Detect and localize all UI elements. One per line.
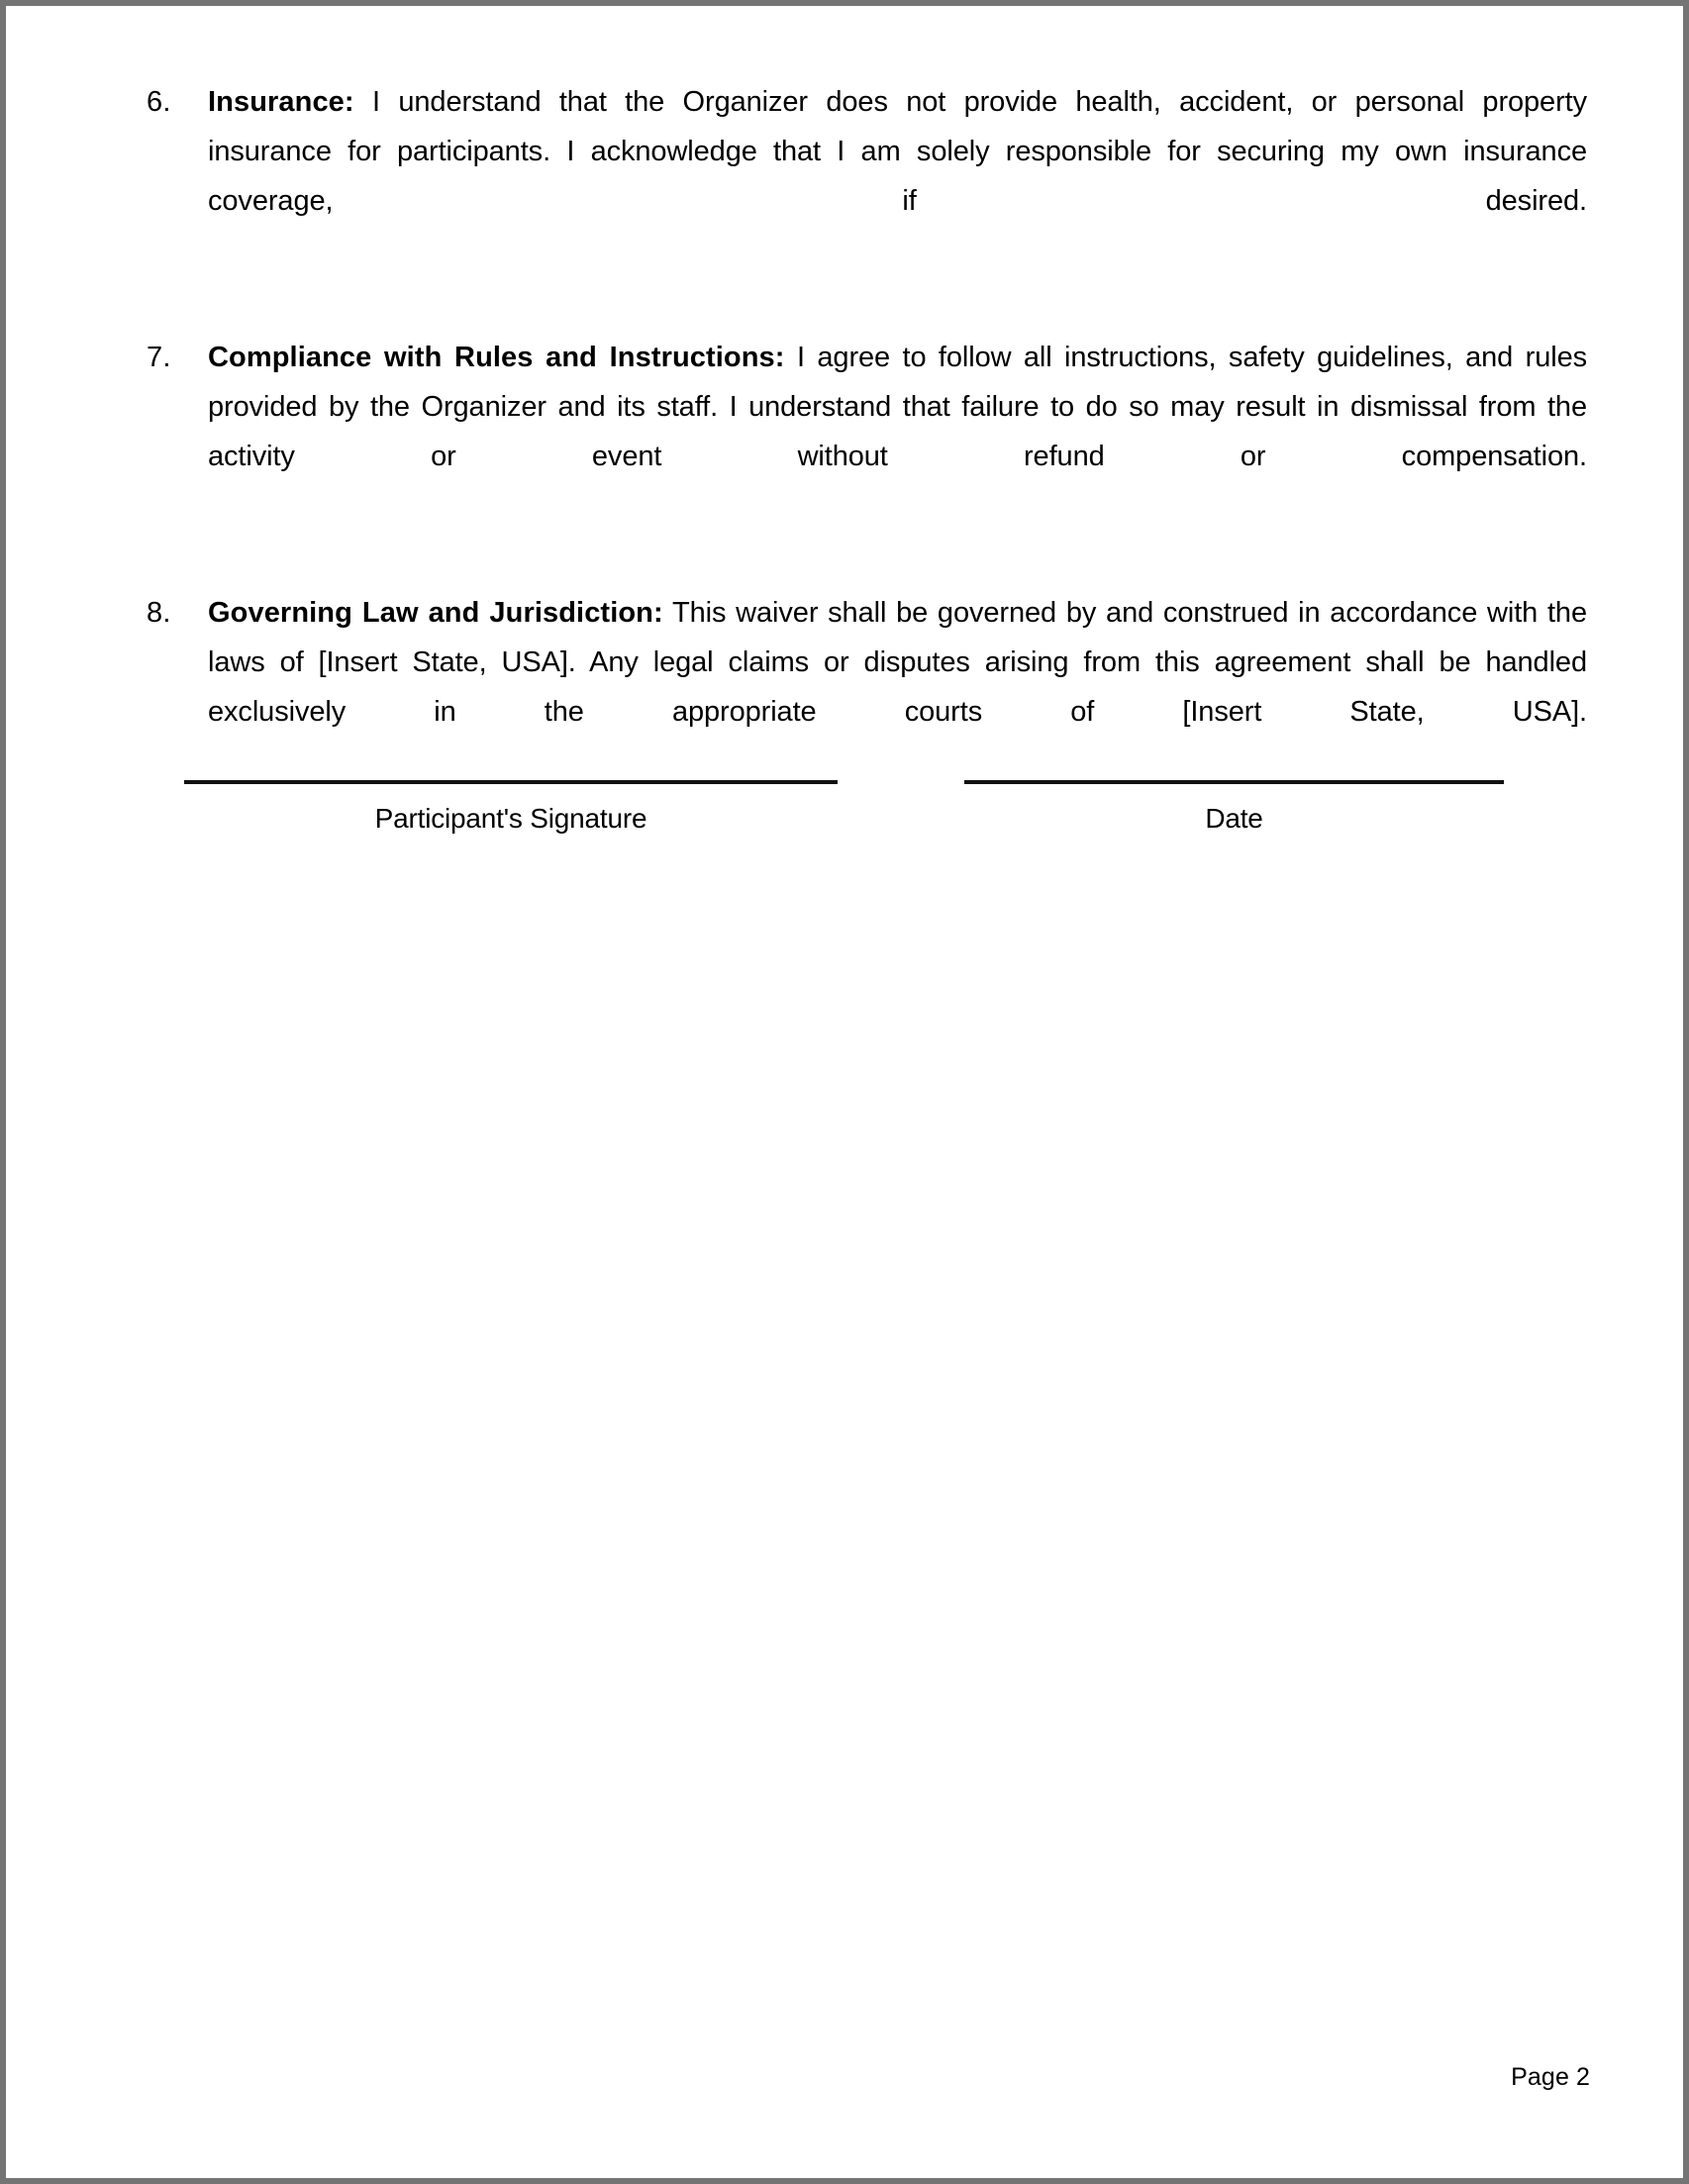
participant-signature-label: Participant's Signature [374, 803, 647, 834]
signature-block [147, 780, 1587, 837]
clause-list [147, 77, 1587, 844]
clause-item-8 [147, 588, 1587, 786]
clause-text-6: I understand that the Organizer does not provide health, accident, or personal property insurance for participants. I acknowledge that I am solely responsible for securing my own insurance coverage, if desired. [208, 86, 1587, 217]
clause-body-8 [208, 588, 1587, 786]
clause-item-6 [147, 77, 1587, 275]
clause-text-7: I agree to follow all instructions, safety guidelines, and rules provided by the Organizer and its staff. I understand that failure to do so may result in dismissal from the activity or event without refund or compensation. [208, 342, 1588, 472]
date-label: Date [1205, 803, 1263, 834]
page-number: Page 2 [1511, 2063, 1590, 2091]
clause-body-6 [208, 77, 1587, 275]
clause-heading-7: Compliance with Rules and Instructions: [208, 342, 785, 373]
date-field[interactable] [964, 780, 1504, 837]
clause-number-8: 8. [147, 597, 171, 629]
clause-heading-6: Insurance: [208, 86, 354, 118]
clause-number-7: 7. [147, 342, 171, 373]
clause-heading-8: Governing Law and Jurisdiction: [208, 597, 663, 629]
participant-signature-line[interactable] [184, 780, 838, 784]
clause-text-8: This waiver shall be governed by and construed in accordance with the laws of [Insert State, USA]. Any legal claims or disputes arising from this agreement shall be handled exclusively in the appropriate courts of [Insert State, USA]. [208, 597, 1587, 728]
clause-number-6: 6. [147, 86, 171, 118]
date-line[interactable] [964, 780, 1504, 784]
clause-body-7 [208, 333, 1587, 531]
participant-signature-field[interactable] [184, 780, 838, 837]
clause-item-7 [147, 333, 1587, 531]
